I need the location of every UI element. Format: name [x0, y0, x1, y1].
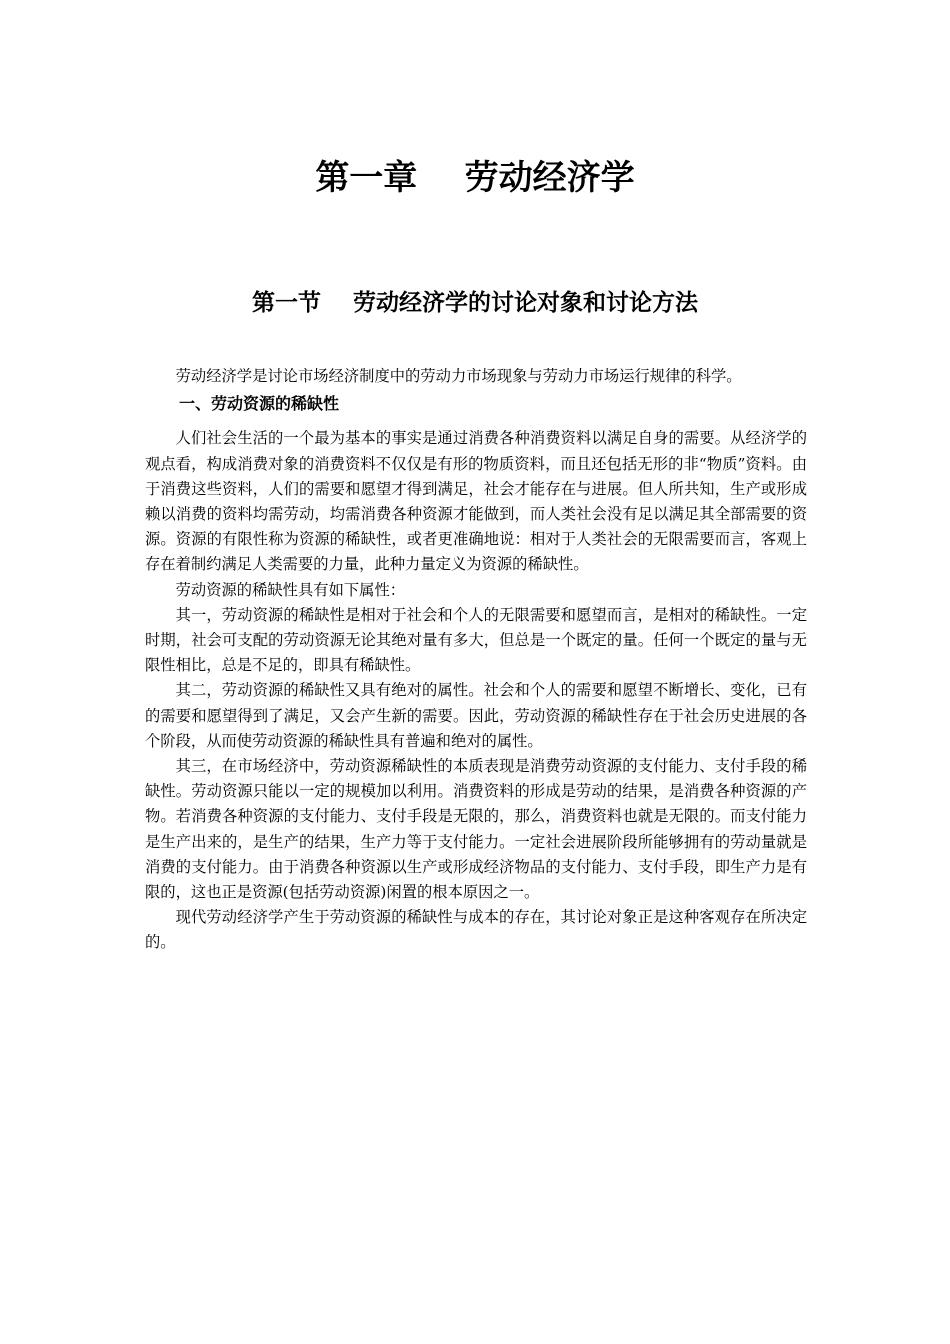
document-body: [145, 364, 807, 956]
subheading-scarcity: 一、劳动资源的稀缺性: [179, 394, 340, 414]
paragraph-1: 人们社会生活的一个最为基本的事实是通过消费各种消费资料以满足自身的需要。从经济学的观点看，构成消费对象的消费资料不仅仅是有形的物质资料，而且还包括无形的非“物质”资料。由于消费这些资料，人们的需要和愿望才得到满足，社会才能存在与进展。但人所共知，生产或形成赖以消费的资料均需劳动，均需消费各种资源才能做到，而人类社会没有足以满足其全部需要的资源。资源的有限性称为资源的稀缺性，或者更准确地说：相对于人类社会的无限需要而言，客观上存在着制约满足人类需要的力量，此种力量定义为资源的稀缺性。: [145, 429, 807, 574]
intro-paragraph: 劳动经济学是讨论市场经济制度中的劳动力市场现象与劳动力市场运行规律的科学。: [175, 367, 742, 385]
paragraph-2: 劳动资源的稀缺性具有如下属性：: [175, 580, 406, 599]
chapter-title: 第一章 劳动经济学: [315, 158, 635, 198]
paragraph-6: 现代劳动经济学产生于劳动资源的稀缺性与成本的存在，其讨论对象正是这种客观存在所决定的。: [145, 908, 807, 952]
paragraph-5: 其三，在市场经济中，劳动资源稀缺性的本质表现是消费劳动资源的支付能力、支付手段的稀缺性。劳动资源只能以一定的规模加以利用。消费资料的形成是劳动的结果，是消费各种资源的产物。若消费各种资源的支付能力、支付手段是无限的，那么，消费资料也就是无限的。而支付能力是生产出来的，是生产的结果，生产力等于支付能力。一定社会进展阶段所能够拥有的劳动量就是消费的支付能力。由于消费各种资源以生产或形成经济物品的支付能力、支付手段，即生产力是有限的，这也正是资源(包括劳动资源)闲置的根本原因之一。: [145, 757, 807, 902]
paragraph-3: 其一，劳动资源的稀缺性是相对于社会和个人的无限需要和愿望而言，是相对的稀缺性。一定时期，社会可支配的劳动资源无论其绝对量有多大，但总是一个既定的量。任何一个既定的量与无限性相比，总是不足的，即具有稀缺性。: [145, 605, 807, 675]
section-title: 第一节 劳动经济学的讨论对象和讨论方法: [251, 290, 699, 316]
paragraph-4: 其二，劳动资源的稀缺性又具有绝对的属性。社会和个人的需要和愿望不断增长、变化，已有的需要和愿望得到了满足，又会产生新的需要。因此，劳动资源的稀缺性存在于社会历史进展的各个阶段，从而使劳动资源的稀缺性具有普遍和绝对的属性。: [145, 681, 807, 750]
